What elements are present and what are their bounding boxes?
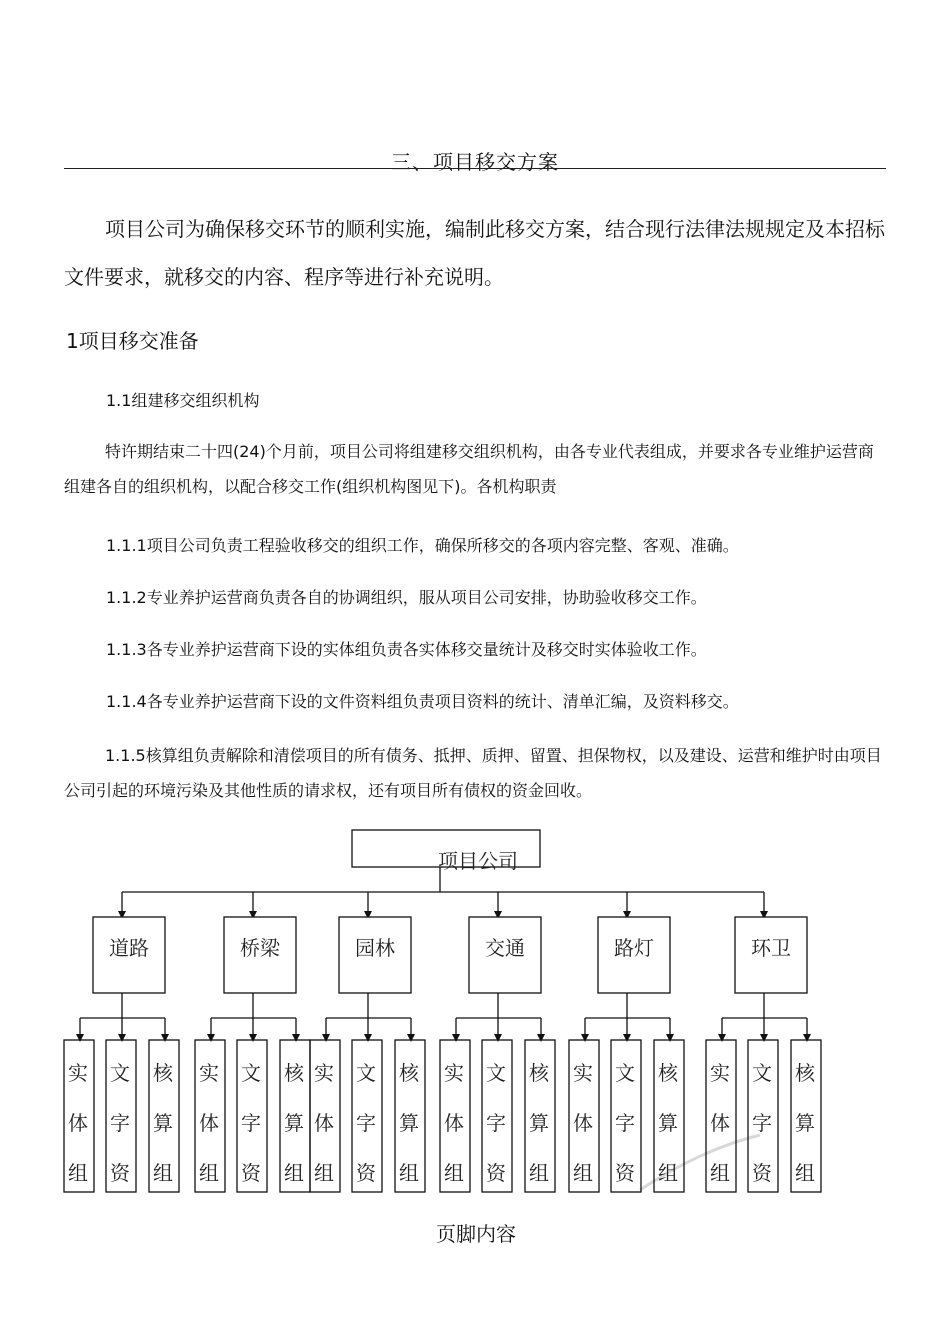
org-dept-label: 环卫 — [751, 936, 791, 960]
org-group-label: 算 — [795, 1111, 815, 1135]
item-1-1-2: 1.1.2专业养护运营商负责各自的协调组织，服从项目公司安排，协助验收移交工作。 — [106, 588, 707, 607]
org-dept-label: 路灯 — [614, 936, 654, 960]
org-group-label: 体 — [199, 1111, 219, 1135]
org-group-label: 文 — [486, 1061, 506, 1085]
org-group-label: 组 — [444, 1161, 464, 1185]
org-group-label: 组 — [199, 1161, 219, 1185]
org-dept-label: 桥梁 — [240, 936, 280, 960]
org-group-label: 体 — [573, 1111, 593, 1135]
org-group-label: 资 — [356, 1161, 376, 1185]
org-group-label: 实 — [314, 1061, 334, 1085]
org-group-label: 字 — [486, 1111, 506, 1135]
org-group-label: 文 — [752, 1061, 772, 1085]
heading-project-handover-prep: 1项目移交准备 — [66, 329, 199, 353]
section-title: 三、项目移交方案 — [391, 150, 559, 174]
org-group-label: 算 — [529, 1111, 549, 1135]
item-1-1-4: 1.1.4各专业养护运营商下设的文件资料组负责项目资料的统计、清单汇编，及资料移交。 — [106, 692, 739, 711]
org-group-label: 核 — [284, 1061, 304, 1085]
org-group-label: 资 — [241, 1161, 261, 1185]
item-1-1-3: 1.1.3各专业养护运营商下设的实体组负责各实体移交量统计及移交时实体验收工作。 — [106, 640, 707, 659]
org-group-label: 字 — [752, 1111, 772, 1135]
org-group-label: 资 — [752, 1161, 772, 1185]
org-group-label: 体 — [314, 1111, 334, 1135]
org-group-label: 体 — [68, 1111, 88, 1135]
item-1-1-5: 1.1.5核算组负责解除和清偿项目的所有债务、抵押、质押、留置、担保物权，以及建设、运营和维护时由项目公司引起的环境污染及其他性质的请求权，还有项目所有债权的资金回收。 — [64, 746, 882, 800]
org-group-label: 组 — [658, 1161, 678, 1185]
org-group-label: 资 — [110, 1161, 130, 1185]
org-dept-label: 交通 — [485, 936, 525, 960]
org-dept-label: 道路 — [109, 936, 149, 960]
org-group-label: 文 — [241, 1061, 261, 1085]
org-root-label: 项目公司 — [438, 849, 518, 873]
org-group-label: 组 — [314, 1161, 334, 1185]
org-group-label: 组 — [529, 1161, 549, 1185]
org-group-label: 字 — [110, 1111, 130, 1135]
paragraph-organization: 特许期结束二十四(24)个月前，项目公司将组建移交组织机构，由各专业代表组成，并要求各专业维护运营商组建各自的组织机构，以配合移交工作(组织机构图见下)。各机构职责 — [64, 442, 874, 496]
org-group-label: 实 — [68, 1061, 88, 1085]
org-group-label: 核 — [399, 1061, 419, 1085]
org-group-label: 体 — [710, 1111, 730, 1135]
org-group-label: 文 — [356, 1061, 376, 1085]
org-group-label: 核 — [795, 1061, 815, 1085]
org-group-label: 实 — [444, 1061, 464, 1085]
org-group-label: 核 — [153, 1061, 173, 1085]
org-group-label: 算 — [658, 1111, 678, 1135]
org-group-label: 字 — [356, 1111, 376, 1135]
org-group-label: 组 — [153, 1161, 173, 1185]
org-group-label: 组 — [399, 1161, 419, 1185]
org-group-label: 实 — [710, 1061, 730, 1085]
org-group-label: 字 — [615, 1111, 635, 1135]
org-dept-label: 园林 — [355, 936, 395, 960]
org-group-label: 体 — [444, 1111, 464, 1135]
org-group-label: 文 — [110, 1061, 130, 1085]
org-group-label: 实 — [199, 1061, 219, 1085]
org-group-label: 核 — [658, 1061, 678, 1085]
item-1-1-1: 1.1.1项目公司负责工程验收移交的组织工作，确保所移交的各项内容完整、客观、准确。 — [106, 536, 739, 555]
org-group-label: 算 — [153, 1111, 173, 1135]
org-group-label: 组 — [68, 1161, 88, 1185]
intro-paragraph: 项目公司为确保移交环节的顺利实施，编制此移交方案，结合现行法律法规规定及本招标文件要求，就移交的内容、程序等进行补充说明。 — [64, 217, 885, 289]
org-group-label: 算 — [399, 1111, 419, 1135]
page-footer: 页脚内容 — [436, 1222, 516, 1246]
org-group-label: 实 — [573, 1061, 593, 1085]
org-group-label: 组 — [795, 1161, 815, 1185]
org-group-label: 资 — [486, 1161, 506, 1185]
heading-organization: 1.1组建移交组织机构 — [106, 391, 260, 410]
org-group-label: 算 — [284, 1111, 304, 1135]
org-group-label: 组 — [284, 1161, 304, 1185]
org-group-label: 文 — [615, 1061, 635, 1085]
org-group-label: 组 — [710, 1161, 730, 1185]
org-group-label: 字 — [241, 1111, 261, 1135]
org-group-label: 核 — [529, 1061, 549, 1085]
org-group-label: 资 — [615, 1161, 635, 1185]
org-group-label: 组 — [573, 1161, 593, 1185]
